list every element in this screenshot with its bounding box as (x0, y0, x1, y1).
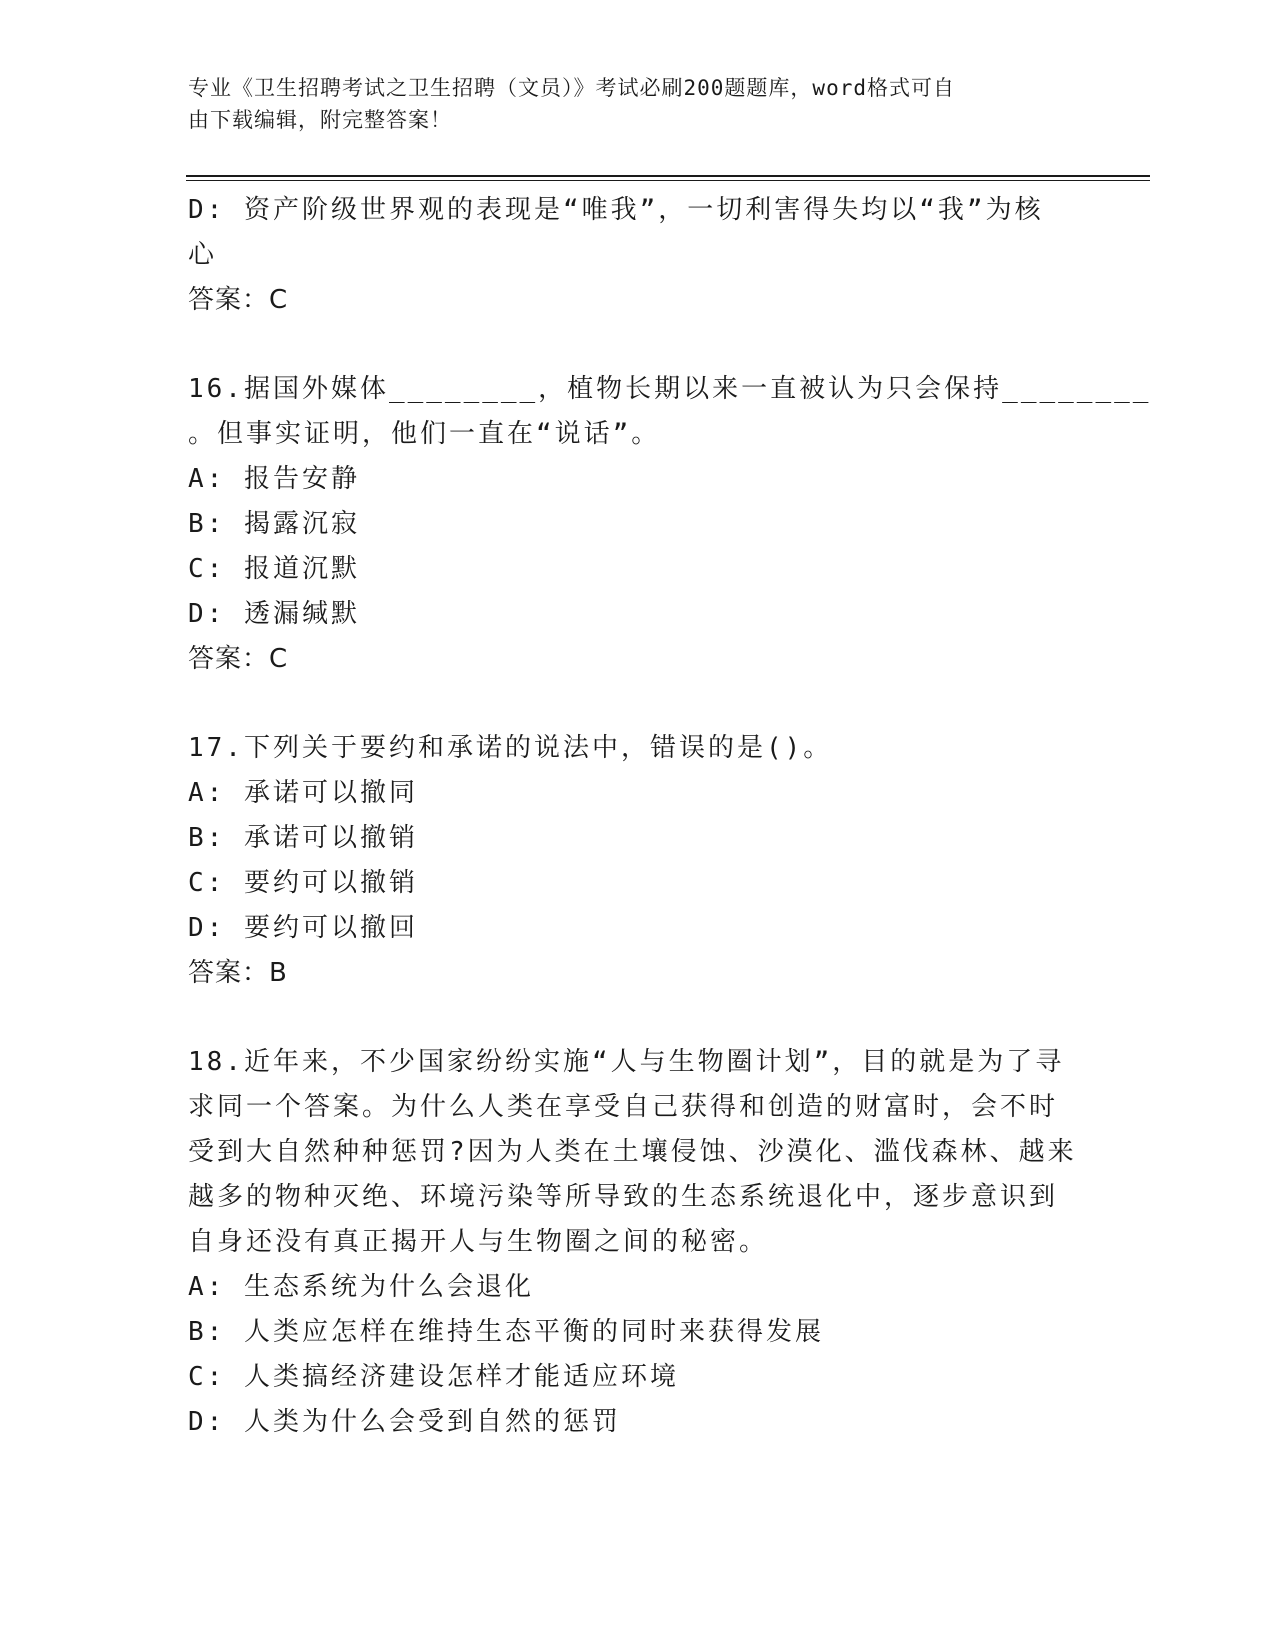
question-stem: 16.据国外媒体________，植物长期以来一直被认为只会保持________ (188, 374, 1152, 404)
option-d: D: 要约可以撤回 (188, 913, 418, 943)
option-d-continued: 心 (188, 240, 218, 270)
document-header (188, 72, 1068, 136)
header-rule-thick (186, 175, 1150, 177)
question-stem: 17.下列关于要约和承诺的说法中，错误的是()。 (188, 733, 833, 763)
question-16 (188, 367, 1152, 682)
option-b: B: 人类应怎样在维持生态平衡的同时来获得发展 (188, 1317, 824, 1347)
document-body (188, 188, 1152, 1445)
option-c: C: 要约可以撤销 (188, 868, 418, 898)
option-a: A: 生态系统为什么会退化 (188, 1272, 534, 1302)
option-d: D: 人类为什么会受到自然的惩罚 (188, 1407, 621, 1437)
question-18 (188, 1040, 1088, 1445)
option-b: B: 承诺可以撤销 (188, 823, 418, 853)
header-line-2: 由下载编辑，附完整答案！ (188, 108, 452, 132)
option-a: A: 报告安静 (188, 464, 360, 494)
question-stem-continued: 。但事实证明，他们一直在“说话”。 (188, 419, 661, 449)
option-c: C: 报道沉默 (188, 554, 360, 584)
option-d: D: 透漏缄默 (188, 599, 360, 629)
answer: 答案：C (188, 644, 289, 674)
option-b: B: 揭露沉寂 (188, 509, 360, 539)
question-stem-continued: 自身还没有真正揭开人与生物圈之间的秘密。 (188, 1227, 769, 1257)
answer: 答案：B (188, 958, 288, 988)
question-stem-continued: 越多的物种灭绝、环境污染等所导致的生态系统退化中，逐步意识到 (188, 1182, 1059, 1212)
header-rule-thin (186, 180, 1150, 181)
option-d: D: 资产阶级世界观的表现是“唯我”，一切利害得失均以“我”为核 (188, 195, 1044, 225)
header-line-1: 专业《卫生招聘考试之卫生招聘（文员）》考试必刷200题题库，word格式可自 (188, 76, 955, 100)
question-stem-continued: 求同一个答案。为什么人类在享受自己获得和创造的财富时，会不时 (188, 1092, 1059, 1122)
option-a: A: 承诺可以撤同 (188, 778, 418, 808)
question-17 (188, 726, 1088, 996)
question-15-tail (188, 188, 1088, 323)
option-c: C: 人类搞经济建设怎样才能适应环境 (188, 1362, 679, 1392)
answer: 答案：C (188, 285, 289, 315)
question-stem: 18.近年来，不少国家纷纷实施“人与生物圈计划”，目的就是为了寻 (188, 1047, 1065, 1077)
question-stem-continued: 受到大自然种种惩罚?因为人类在土壤侵蚀、沙漠化、滥伐森林、越来 (188, 1137, 1077, 1167)
